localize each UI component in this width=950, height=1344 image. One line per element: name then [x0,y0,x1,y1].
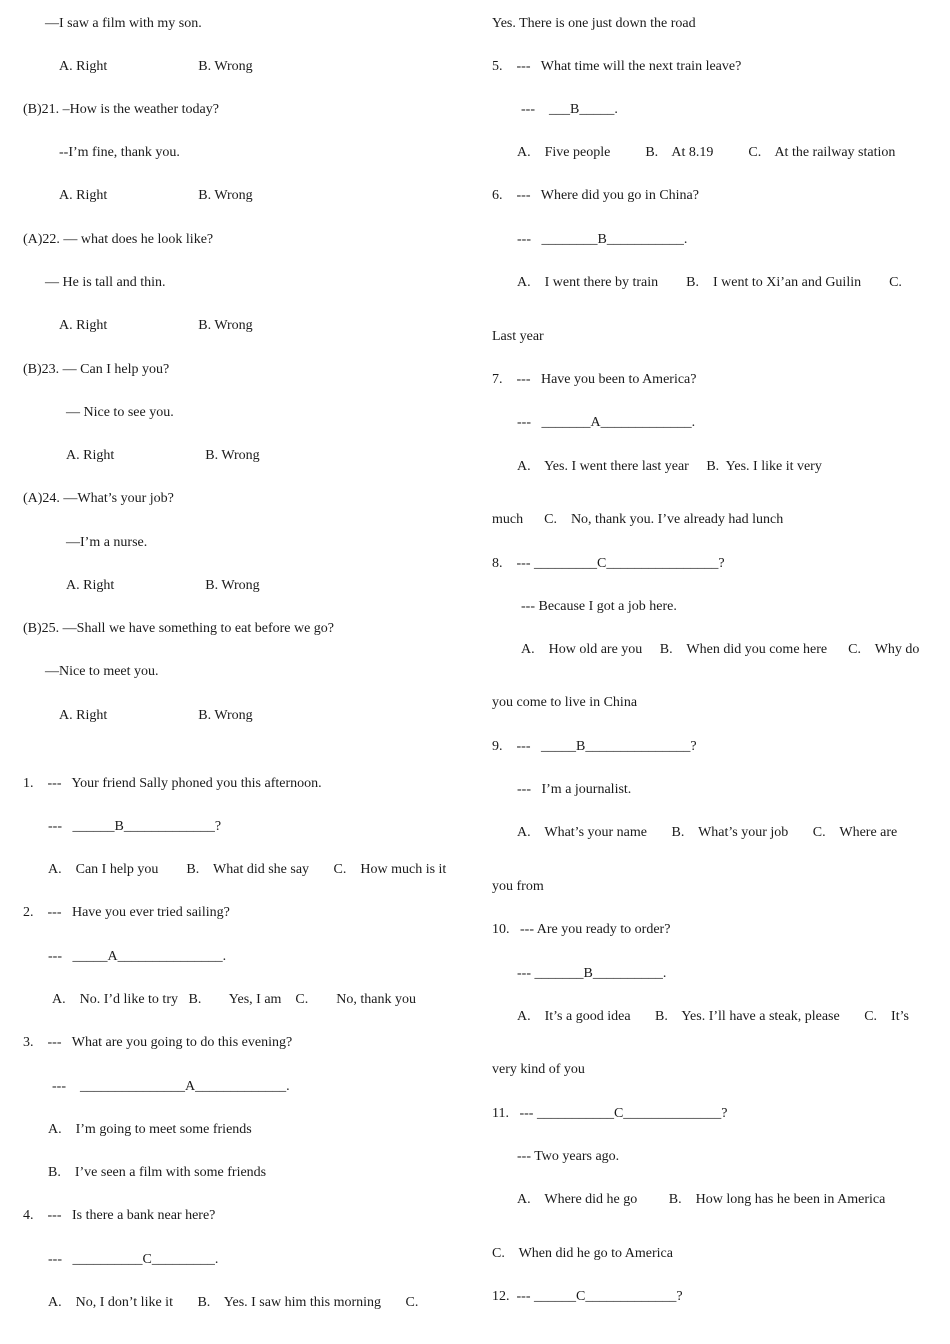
left-line-27: 4. --- Is there a bank near here? [23,1208,216,1223]
right-line-18: A. What’s your name B. What’s your job C. Where are [517,825,898,840]
right-line-9: --- _______A_____________. [517,415,696,430]
right-line-28: 12. --- ______C_____________? [492,1289,683,1304]
right-line-14: A. How old are you B. When did you come here C. Why do [521,642,920,657]
left-line-7: A. Right B. Wrong [59,318,253,333]
right-line-15: you come to live in China [492,695,638,710]
left-line-12: —I’m a nurse. [66,535,148,550]
right-line-2: --- ___B_____. [521,102,618,117]
right-line-20: 10. --- Are you ready to order? [492,922,671,937]
right-line-16: 9. --- _____B_______________? [492,739,697,754]
right-line-10: A. Yes. I went there last year B. Yes. I like it very [517,459,822,474]
right-line-3: A. Five people B. At 8.19 C. At the railway station [517,145,896,160]
right-line-19: you from [492,879,544,894]
left-line-23: 3. --- What are you going to do this evening? [23,1035,293,1050]
right-line-21: --- _______B__________. [517,966,667,981]
left-line-25: A. I’m going to meet some friends [48,1122,252,1137]
right-line-13: --- Because I got a job here. [521,599,677,614]
left-line-28: --- __________C_________. [48,1252,219,1267]
right-line-12: 8. --- _________C________________? [492,556,725,571]
right-line-26: A. Where did he go B. How long has he been in America [517,1192,886,1207]
left-line-11: (A)24. —What’s your job? [23,491,174,506]
left-line-4: A. Right B. Wrong [59,188,253,203]
right-line-0: Yes. There is one just down the road [492,16,696,31]
left-line-3: --I’m fine, thank you. [59,145,180,160]
right-line-25: --- Two years ago. [517,1149,620,1164]
right-line-8: 7. --- Have you been to America? [492,372,697,387]
left-line-6: — He is tall and thin. [45,275,166,290]
right-line-1: 5. --- What time will the next train leave? [492,59,742,74]
right-line-6: A. I went there by train B. I went to Xi’an and Guilin C. [517,275,902,290]
left-line-26: B. I’ve seen a film with some friends [48,1165,267,1180]
left-line-1: A. Right B. Wrong [59,59,253,74]
left-line-14: (B)25. —Shall we have something to eat before we go? [23,621,335,636]
left-line-0: —I saw a film with my son. [45,16,202,31]
right-line-7: Last year [492,329,544,344]
left-line-13: A. Right B. Wrong [66,578,260,593]
right-line-4: 6. --- Where did you go in China? [492,188,699,203]
right-line-22: A. It’s a good idea B. Yes. I’ll have a steak, please C. It’s [517,1009,909,1024]
left-line-18: --- ______B_____________? [48,819,222,834]
left-line-10: A. Right B. Wrong [66,448,260,463]
right-line-11: much C. No, thank you. I’ve already had lunch [492,512,784,527]
right-line-27: C. When did he go to America [492,1246,673,1261]
left-line-5: (A)22. — what does he look like? [23,232,214,247]
left-line-9: — Nice to see you. [66,405,174,420]
left-line-15: —Nice to meet you. [45,664,159,679]
right-line-17: --- I’m a journalist. [517,782,632,797]
left-line-21: --- _____A_______________. [48,949,227,964]
left-line-16: A. Right B. Wrong [59,708,253,723]
left-line-17: 1. --- Your friend Sally phoned you this afternoon. [23,776,322,791]
left-line-2: (B)21. –How is the weather today? [23,102,219,117]
left-line-19: A. Can I help you B. What did she say C. How much is it [48,862,447,877]
right-line-24: 11. --- ___________C______________? [492,1106,728,1121]
left-line-22: A. No. I’d like to try B. Yes, I am C. No, thank you [52,992,416,1007]
left-line-20: 2. --- Have you ever tried sailing? [23,905,230,920]
left-line-8: (B)23. — Can I help you? [23,362,170,377]
left-line-24: --- _______________A_____________. [52,1079,290,1094]
right-line-5: --- ________B___________. [517,232,688,247]
left-line-29: A. No, I don’t like it B. Yes. I saw him this morning C. [48,1295,419,1310]
right-line-23: very kind of you [492,1062,585,1077]
